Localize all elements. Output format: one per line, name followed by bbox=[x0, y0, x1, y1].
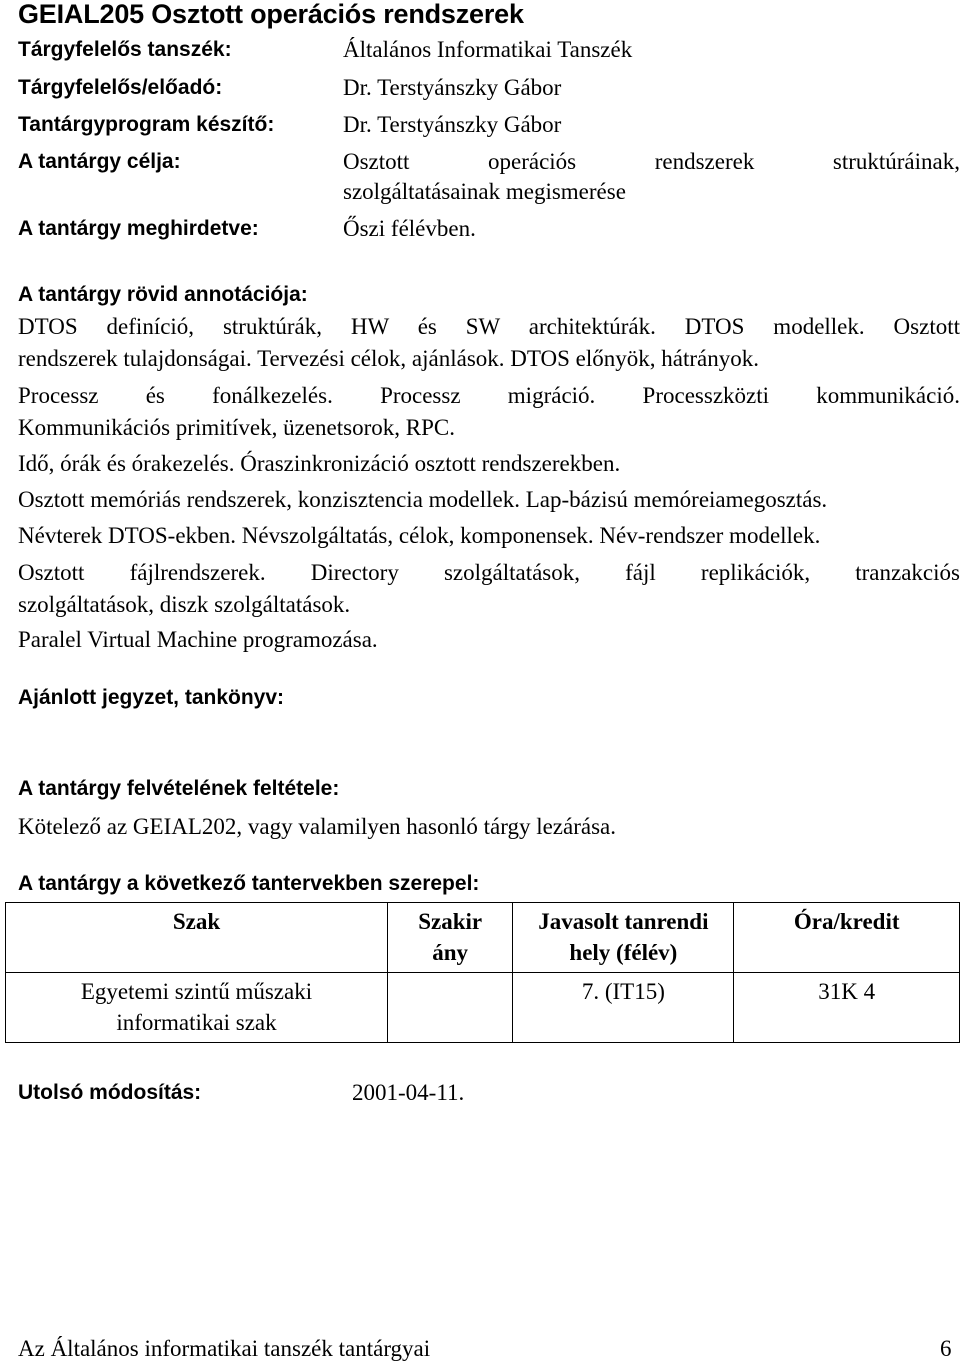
col-irany-l1: Szakir bbox=[418, 909, 483, 934]
annotation-line: Névterek DTOS-ekben. Névszolgáltatás, célok, komponensek. Név-rendszer modellek. bbox=[18, 523, 821, 548]
cell-szak-l1: Egyetemi szintű műszaki bbox=[80, 979, 313, 1004]
annotation-line: rendszerek tulajdonságai. Tervezési célok, ajánlások. DTOS előnyök, hátrányok. bbox=[18, 346, 759, 371]
author-value: Dr. Terstyánszky Gábor bbox=[343, 112, 562, 137]
col-hely-l2: hely (félév) bbox=[569, 940, 678, 965]
annotation-line: Osztott fájlrendszerek. Directory szolgáltatások, fájl replikációk, tranzakciós bbox=[18, 560, 960, 585]
page-number: 6 bbox=[940, 1336, 952, 1361]
curricula-heading: A tantárgy a következő tantervekben szerepel: bbox=[18, 872, 480, 895]
annotation-line: Processz és fonálkezelés. Processz migráció. Processzközti kommunikáció. bbox=[18, 383, 960, 408]
cell-szak bbox=[6, 973, 388, 1043]
annotation-line: Kommunikációs primitívek, üzenetsorok, RPC. bbox=[18, 415, 455, 440]
goal-line-2: szolgáltatásainak megismerése bbox=[343, 179, 626, 204]
col-ora-label: Óra/kredit bbox=[793, 909, 900, 934]
table-header-row bbox=[6, 903, 960, 973]
col-hely-l1: Javasolt tanrendi bbox=[538, 909, 709, 934]
col-irany bbox=[387, 903, 512, 973]
modified-label: Utolsó módosítás: bbox=[18, 1081, 202, 1104]
goal-label: A tantárgy célja: bbox=[18, 150, 181, 173]
goal-line-1: Osztott operációs rendszerek struktúráinak, bbox=[343, 149, 960, 174]
annotation-line: Osztott memóriás rendszerek, konzisztencia modellek. Lap-bázisú memóreiamegosztás. bbox=[18, 487, 828, 512]
dept-value: Általános Informatikai Tanszék bbox=[343, 37, 633, 62]
cell-ora: 31K 4 bbox=[734, 973, 960, 1043]
annotation-heading: A tantárgy rövid annotációja: bbox=[18, 283, 308, 306]
col-hely bbox=[513, 903, 734, 973]
annotation-line: DTOS definíció, struktúrák, HW és SW architektúrák. DTOS modellek. Osztott bbox=[18, 314, 960, 339]
lecturer-value: Dr. Terstyánszky Gábor bbox=[343, 75, 562, 100]
col-szak-label: Szak bbox=[172, 909, 221, 934]
col-ora bbox=[734, 903, 960, 973]
annotation-line: Paralel Virtual Machine programozása. bbox=[18, 627, 378, 652]
cell-szak-l2: informatikai szak bbox=[116, 1010, 277, 1035]
dept-label: Tárgyfelelős tanszék: bbox=[18, 38, 232, 61]
prerequisite-text: Kötelező az GEIAL202, vagy valamilyen hasonló tárgy lezárása. bbox=[18, 814, 616, 839]
annotation-line: Idő, órák és órakezelés. Óraszinkronizáció osztott rendszerekben. bbox=[18, 451, 621, 476]
announced-value: Őszi félévben. bbox=[343, 216, 476, 241]
page-title: GEIAL205 Osztott operációs rendszerek bbox=[18, 0, 524, 29]
col-szak bbox=[6, 903, 388, 973]
cell-hely: 7. (IT15) bbox=[513, 973, 734, 1043]
curricula-table bbox=[5, 902, 960, 1043]
announced-label: A tantárgy meghirdetve: bbox=[18, 217, 259, 240]
modified-value: 2001-04-11. bbox=[352, 1080, 465, 1105]
lecturer-label: Tárgyfelelős/előadó: bbox=[18, 76, 223, 99]
footer-text: Az Általános informatikai tanszék tantárgyai bbox=[18, 1336, 431, 1361]
cell-irany bbox=[387, 973, 512, 1043]
col-irany-l2: ány bbox=[432, 940, 469, 965]
annotation-line: szolgáltatások, diszk szolgáltatások. bbox=[18, 592, 351, 617]
prerequisite-heading: A tantárgy felvételének feltétele: bbox=[18, 777, 340, 800]
textbook-heading: Ajánlott jegyzet, tankönyv: bbox=[18, 686, 285, 709]
table-row bbox=[6, 973, 960, 1043]
author-label: Tantárgyprogram készítő: bbox=[18, 113, 275, 136]
